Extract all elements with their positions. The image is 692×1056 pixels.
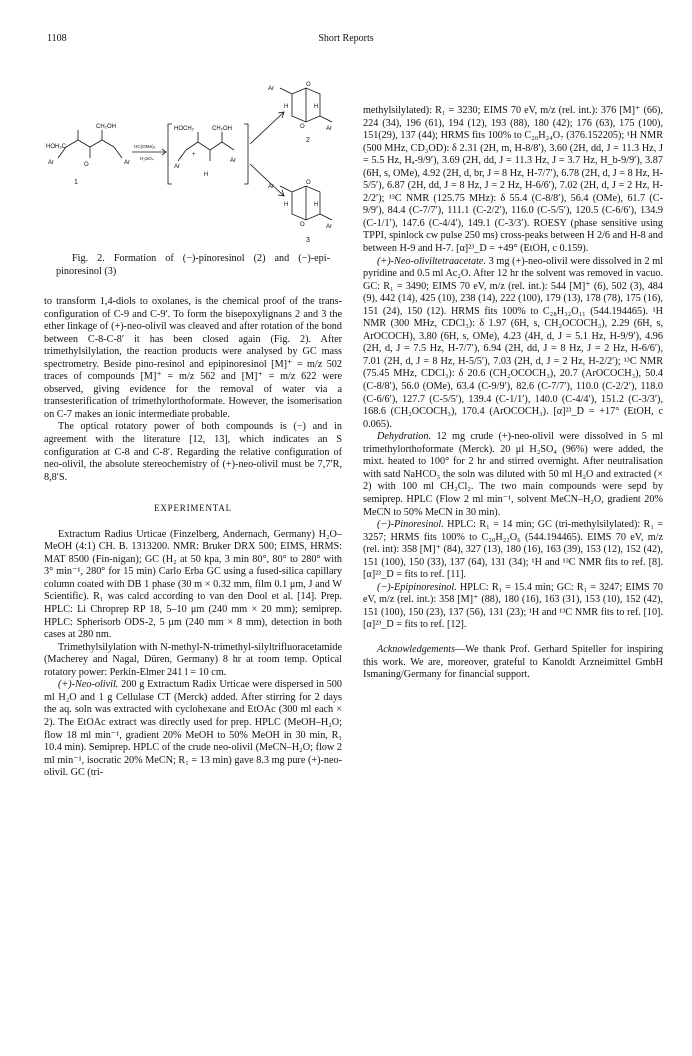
label-h-int: H bbox=[204, 172, 209, 178]
compound-1-number: 1 bbox=[74, 179, 78, 186]
paragraph-dehydration bbox=[363, 431, 663, 519]
compound-1-structure bbox=[46, 124, 130, 186]
label-h-2b: H bbox=[314, 104, 319, 110]
text-epipinoresinol: HPLC: R₁ = 15.4 min; GC: R₁ = 3247; EIMS 70 eV, m/z (rel. int.): 358 [M]⁺ (88), 180 (16), 163 (31), 153 (10), 152 (42), 151 (100), 150 (23), 137 (56), 131 (23); ¹H and ¹³C NMR fits to ref. [10]. [α]²³_D = fits to ref. [12]. bbox=[363, 581, 663, 631]
label-h-3a: H bbox=[284, 202, 289, 208]
right-column bbox=[363, 105, 663, 682]
intermediate-structure bbox=[168, 124, 248, 184]
paragraph-epipinoresinol bbox=[363, 582, 663, 632]
label-ch2oh: CH₂OH bbox=[96, 124, 116, 130]
lead-dehydration: Dehydration. bbox=[377, 431, 432, 443]
paragraph-neo-olivil-data: methylsilylated): R₁ = 3230; EIMS 70 eV, m/z (rel. int.): 376 [M]⁺ (66), 224 (34), 196 (61), 194 (12), 193 (88), 180 (42); 176 (63), 175 (100), 151(29), 137 (44); HRMS fits 100% to C₂₀H₂₄O₇ (376.152205); ¹H NMR (500 MHz, CD₃OD): δ 2.31 (2H, m, H-8/8′), 3.60 (2H, dd, J = 11.3 Hz, J = 5.5 Hz, Hₐ-9/9′), 3.69 (2H, dd, J = 11.3 Hz, J = 3.7 Hz, H_b-9/9′), 3.87 (6H, s, OMe), 4.92 (2H, d, br, J = 8 Hz, H-7/7′), 6.78 (2H, d, J = 8 Hz, H-5/5′), 6.87 (2H, dd, J = 8 Hz, J = 2 Hz, H-6/6′), 7.02 (2H, d, J = 2 Hz, H-2/2′); ¹³C NMR (125.75 MHz): δ 55.4 (C-8/8′), 56.4 (OMe), 61.7 (C-9/9′), 84.4 (C-7/7′), 111.1 (C-2/2′), 116.0 (C-5/5′), 120.5 (C-6/6′), 134.9 (C-1/1′), 147.6 (C-4/4′), 149.1 (C-3/3′). ROESY (phase sensitive using TPPI, spinlock cw pulse 250 ms) cross-peaks between H 2/6 and H-8 and between H-9 and H-7. [α]²³_D = +49° (EtOH, c 0.159). bbox=[363, 105, 663, 255]
running-head: Short Reports bbox=[318, 33, 374, 44]
label-ar-3b: Ar bbox=[326, 224, 332, 230]
lead-tetraacetate: (+)-Neo-oliviltetraacetate. bbox=[377, 255, 486, 267]
paragraph-oxolane-proof: to transform 1,4-diols to oxolanes, is the chemical proof of the trans-configuration of C-9 and C-9′. To form the bisepoxylignans 2 and 3 the ether linkage of (+)-neo-olivil was cleaved and after rotation of the bond between C-8-C-8′ it has been closed again (Fig. 2). After trimethylsilylation, the reaction products were analysed by GC mass spectrometry. Beside pino-resinol and epipinoresinol [M]⁺ = m/z 502 traces of compounds [M]⁺ = m/z 562 and [M]⁺ = m/z 622 were observed, giving evidence for the removal of water via a transesterification of trimethylorthoformate. However, the isomerisation on C-7 makes an ionic intermediate probable. bbox=[44, 296, 342, 420]
text-neo-olivil: 200 g Extractum Radix Urticae were dispersed in 500 ml H₂O and 1 g Cellulase CT (Merck) added. After stirring for 2 days the aq. soln was extracted with cyclohexane and EtOAc (300 ml each × 2). The EtOAc extract was directly used for prep. HPLC (MeOH–H₂O; flow 18 ml min⁻¹, gradient 20% MeOH to 50% MeOH in 30 min, R₁ 10.4 min). Semiprep. HPLC of the crude neo-olivil (MeCN–H₂O; flow 2 ml min⁻¹, isocratic 20% MeCN; R₁ = 13 min) gave 8.3 mg pure (+)-neo-olivil. GC (tri- bbox=[44, 679, 342, 779]
arrow-to-2 bbox=[250, 112, 284, 144]
label-o-1: O bbox=[84, 162, 89, 168]
label-o-3b: O bbox=[300, 222, 305, 228]
page-number: 1108 bbox=[47, 33, 67, 44]
reagent-acid: H₂SO₄ bbox=[140, 156, 154, 161]
paragraph-tetraacetate bbox=[363, 256, 663, 432]
text-dehydration: 12 mg crude (+)-neo-olivil were dissolved in 5 ml trimethylorthoformate (Merck). 20 μl H₂SO₄ (96%) were added, the mixt. heated to 100° for 2 hr and stirred overnight. After neutralisation with satd NaHCO₃ the soln was diluted with 50 ml H₂O and extracted (× 2) with 100 ml CH₂Cl₂. The two main compounds were sepd by semiprep. HPLC (Flow 2 ml min⁻¹, solvent MeCN–H₂O, gradient 20% MeCN to 50% MeCN in 30 min). bbox=[363, 431, 663, 518]
section-title-experimental: EXPERIMENTAL bbox=[154, 503, 232, 514]
lead-epipinoresinol: (−)-Epipinoresinol. bbox=[377, 581, 457, 593]
label-plus: + bbox=[192, 152, 196, 158]
label-ar-1a: Ar bbox=[48, 160, 54, 166]
paragraph-materials: Extractum Radius Urticae (Finzelberg, Andernach, Germany) H₂O–MeOH (4:1) CH. B. 1313200. NMR: Bruker DRX 500; EIMS, HRMS: MAT 8500 (Fin-nigan); GC (H₂ at 50 kpa, 3 min 80°, 80° to 280° with 3° min⁻¹, 280° for 15 min) Carlo Erba GC using a fused-silica capillary column coated with DB 1 phase (30 m × 0.32 mm, film 0.1 μm, J and W Scientific). R₁ was calcd according to van den Dool et al. [14]. Prep. HPLC: Li Chroprep RP 18, 5–10 μm (240 mm × 20 mm); semiprep. HPLC: Spherisorb ODS-2, 5 μm (240 mm × 8 mm), detection in both cases at 280 nm. bbox=[44, 528, 342, 641]
label-ar-2a: Ar bbox=[268, 86, 274, 92]
label-ar-3a: Ar bbox=[268, 184, 274, 190]
figure-caption: Fig. 2. Formation of (−)-pinoresinol (2) and (−)-epi-pinoresinol (3) bbox=[56, 253, 330, 277]
paragraph-acknowledgements bbox=[363, 644, 663, 682]
reaction-scheme-figure bbox=[44, 64, 340, 254]
paragraph-optical-rotation: The optical rotatory power of both compounds is (−) and in agreement with the literature [12, 13], which indicates an S configuration at C-8 and C-8′. Regarding the relative configuration of neo-olivil, the absolute stereochemistry of (+)-neo-olivil must be 7,7′R, 8,8′S. bbox=[44, 421, 342, 483]
label-ar-2b: Ar bbox=[326, 126, 332, 132]
text-acknowledgements: —We thank Prof. Gerhard Spiteller for inspiring this work. We are, moreover, grateful to Kanoldt Arzneimittel GmbH Ismaning/Germany for financial support. bbox=[363, 643, 663, 681]
label-ar-1b: Ar bbox=[124, 160, 130, 166]
compound-2-structure bbox=[268, 82, 332, 144]
paragraph-neo-olivil bbox=[44, 679, 342, 779]
text-pinoresinol: HPLC: R₁ = 14 min; GC (tri-methylsilylated): R₁ = 3257; HRMS fits 100% to C₂₀H₂₂O₆ (544.194465). EIMS 70 eV, m/z (rel. int): 358 [M]⁺ (84), 327 (13), 180 (16), 163 (39), 153 (12), 152 (42), 151 (100), 150 (33), 137 (64), 131 (34); ¹H and ¹³C NMR fits to ref. [8]. [α]²³_D = fits to ref. [11]. bbox=[363, 519, 663, 581]
label-o-2a: O bbox=[306, 82, 311, 88]
reaction-scheme-svg bbox=[44, 64, 340, 254]
label-ar-int: Ar bbox=[174, 164, 180, 170]
label-o-3a: O bbox=[306, 180, 311, 186]
paragraph-pinoresinol bbox=[363, 519, 663, 582]
label-h-3b: H bbox=[314, 202, 319, 208]
paragraph-trimethylsilylation: Trimethylsilylation with N-methyl-N-trimethyl-silyltrifluoracetamide (Macherey and Nagal, Düren, Germany) 8 hr at room temp. Optical rotatory power: Perkin-Elmer 241 l = 10 cm. bbox=[44, 641, 342, 678]
lead-neo-olivil: (+)-Neo-olivil. bbox=[58, 679, 119, 691]
compound-3-number: 3 bbox=[306, 237, 310, 244]
label-o-2b: O bbox=[300, 124, 305, 130]
label-h-2a: H bbox=[284, 104, 289, 110]
left-column bbox=[44, 296, 342, 780]
label-ar-int-b: Ar bbox=[230, 158, 236, 164]
compound-2-number: 2 bbox=[306, 137, 310, 144]
reaction-arrow-1 bbox=[132, 144, 166, 161]
label-ch2oh-2: CH₂OH bbox=[212, 126, 232, 132]
arrow-to-3 bbox=[250, 164, 284, 196]
text-tetraacetate: 3 mg (+)-neo-olivil were dissolved in 2 ml pyridine and 0.5 ml Ac₂O. After 12 hr the solvent was removed in vacuo. GC: R₁ = 3490; EIMS 70 eV, m/z (rel. int.): 544 [M]⁺ (6), 502 (3), 484 (9), 442 (14), 425 (10), 238 (14), 222 (100), 179 (13), 178 (78), 175 (16), 151 (24), 150 (12). HRMS fits 100% to C₂₈H₃₂O₁₁ (544.194465). ¹H NMR (300 MHz, CDCl₃): δ 1.97 (6H, s, CH₂OCOCH₃), 2.29 (6H, s, ArOCOCH), 3.80 (6H, s, OMe), 4.23 (4H, d, J = 5.1 Hz, H-9/9′), 4.96 (2H, d, J = 7.5 Hz, H-7/7′), 6.94 (2H, dd, J = 8 Hz, J = 2 Hz, H-6/6′), 7.01 (2H, d, J = 8 Hz, H-5/5′), 7.03 (2H, d, J = 2 Hz, H-2/2′); ¹³C NMR (75.45 MHz, CDCl₃): δ 20.6 (CH₂OCOCH₃), 20.7 (ArOCOCH₃), 50.4 (C-8/8′), 56.0 (OMe), 63.4 (C-9/9′), 82.6 (C-7/7′), 110.0 (C-2/2′), 118.0 (C-6/6′), 127.7 (C-5/5′), 139.4 (C-1/1′), 140.0 (C-4/4′), 151.2 (C-3/3′), 168.6 (CH₂OCOCH₃), 170.4 (ArOCOCH₃). [α]²³_D = +17° (EtOH, c 0.065). bbox=[363, 255, 663, 430]
label-hoh2c: HOH₂C bbox=[46, 144, 66, 150]
lead-acknowledgements: Acknowledgements bbox=[377, 643, 456, 655]
reagent-orthoformate: HC(OMe)₃ bbox=[134, 144, 156, 149]
label-hoch2: HOCH₂ bbox=[174, 126, 194, 132]
lead-pinoresinol: (−)-Pinoresinol. bbox=[377, 519, 444, 531]
